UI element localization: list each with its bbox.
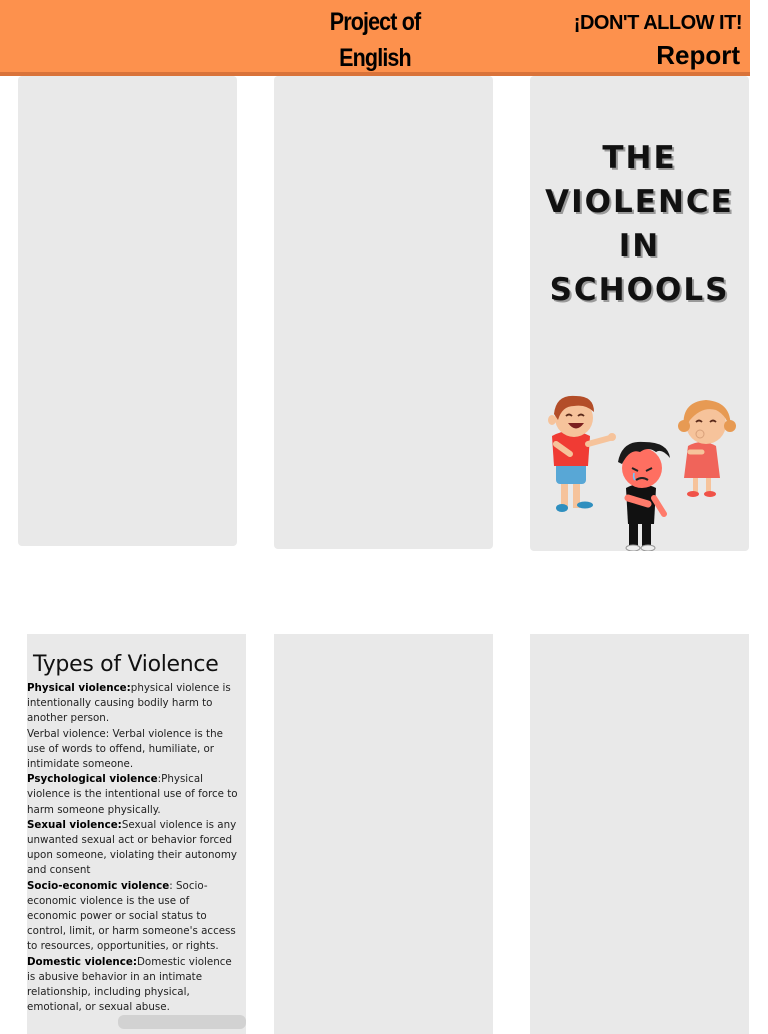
- panel-top-middle: [274, 76, 493, 549]
- types-list: [27, 681, 239, 1015]
- report-label: Report: [656, 40, 740, 70]
- panel-bottom-middle: [274, 634, 493, 1034]
- list-item: Sexual violence:Sexual violence is any unwanted sexual act or behavior forced upon someone, violating their autonomy and consent: [27, 818, 237, 877]
- title-line-2: English: [339, 44, 411, 72]
- cover-panel: [530, 76, 749, 551]
- scroll-tab: [118, 1015, 246, 1029]
- header-bar: [0, 0, 750, 76]
- cover-title: [530, 136, 749, 312]
- panel-top-left: [18, 76, 237, 546]
- children-bullying-illustration: [530, 386, 749, 551]
- tagline: ¡DON'T ALLOW IT!: [573, 12, 742, 34]
- page-title: [311, 4, 440, 76]
- cover-title-line: THE: [602, 140, 677, 176]
- crying-boy-figure: [618, 442, 670, 551]
- laughing-girl-figure: [678, 400, 736, 497]
- list-item: Physical violence:physical violence is intentionally causing bodily harm to another person.: [27, 682, 231, 725]
- panel-bottom-right: [530, 634, 749, 1034]
- laughing-boy-figure: [548, 396, 616, 512]
- list-item: Domestic violence:Domestic violence is abusive behavior in an intimate relationship, including physical, emotional, or sexual abuse.: [27, 955, 232, 1014]
- cover-title-line: SCHOOLS: [549, 272, 730, 308]
- types-panel: [27, 634, 246, 1034]
- cover-title-line: VIOLENCE: [545, 184, 734, 220]
- list-item: Socio-economic violence: Socio-economic violence is the use of economic power or social status to control, limit, or harm someone's access to resources, opportunities, or rights.: [27, 879, 236, 953]
- cover-title-line: IN: [618, 228, 661, 264]
- types-heading: Types of Violence: [33, 652, 219, 677]
- list-item: Verbal violence: Verbal violence is the use of words to offend, humiliate, or intimidate someone.: [27, 727, 223, 771]
- title-line-1: Project of: [329, 8, 421, 36]
- list-item: Psychological violence:Physical violence is the intentional use of force to harm someone physically.: [27, 773, 238, 816]
